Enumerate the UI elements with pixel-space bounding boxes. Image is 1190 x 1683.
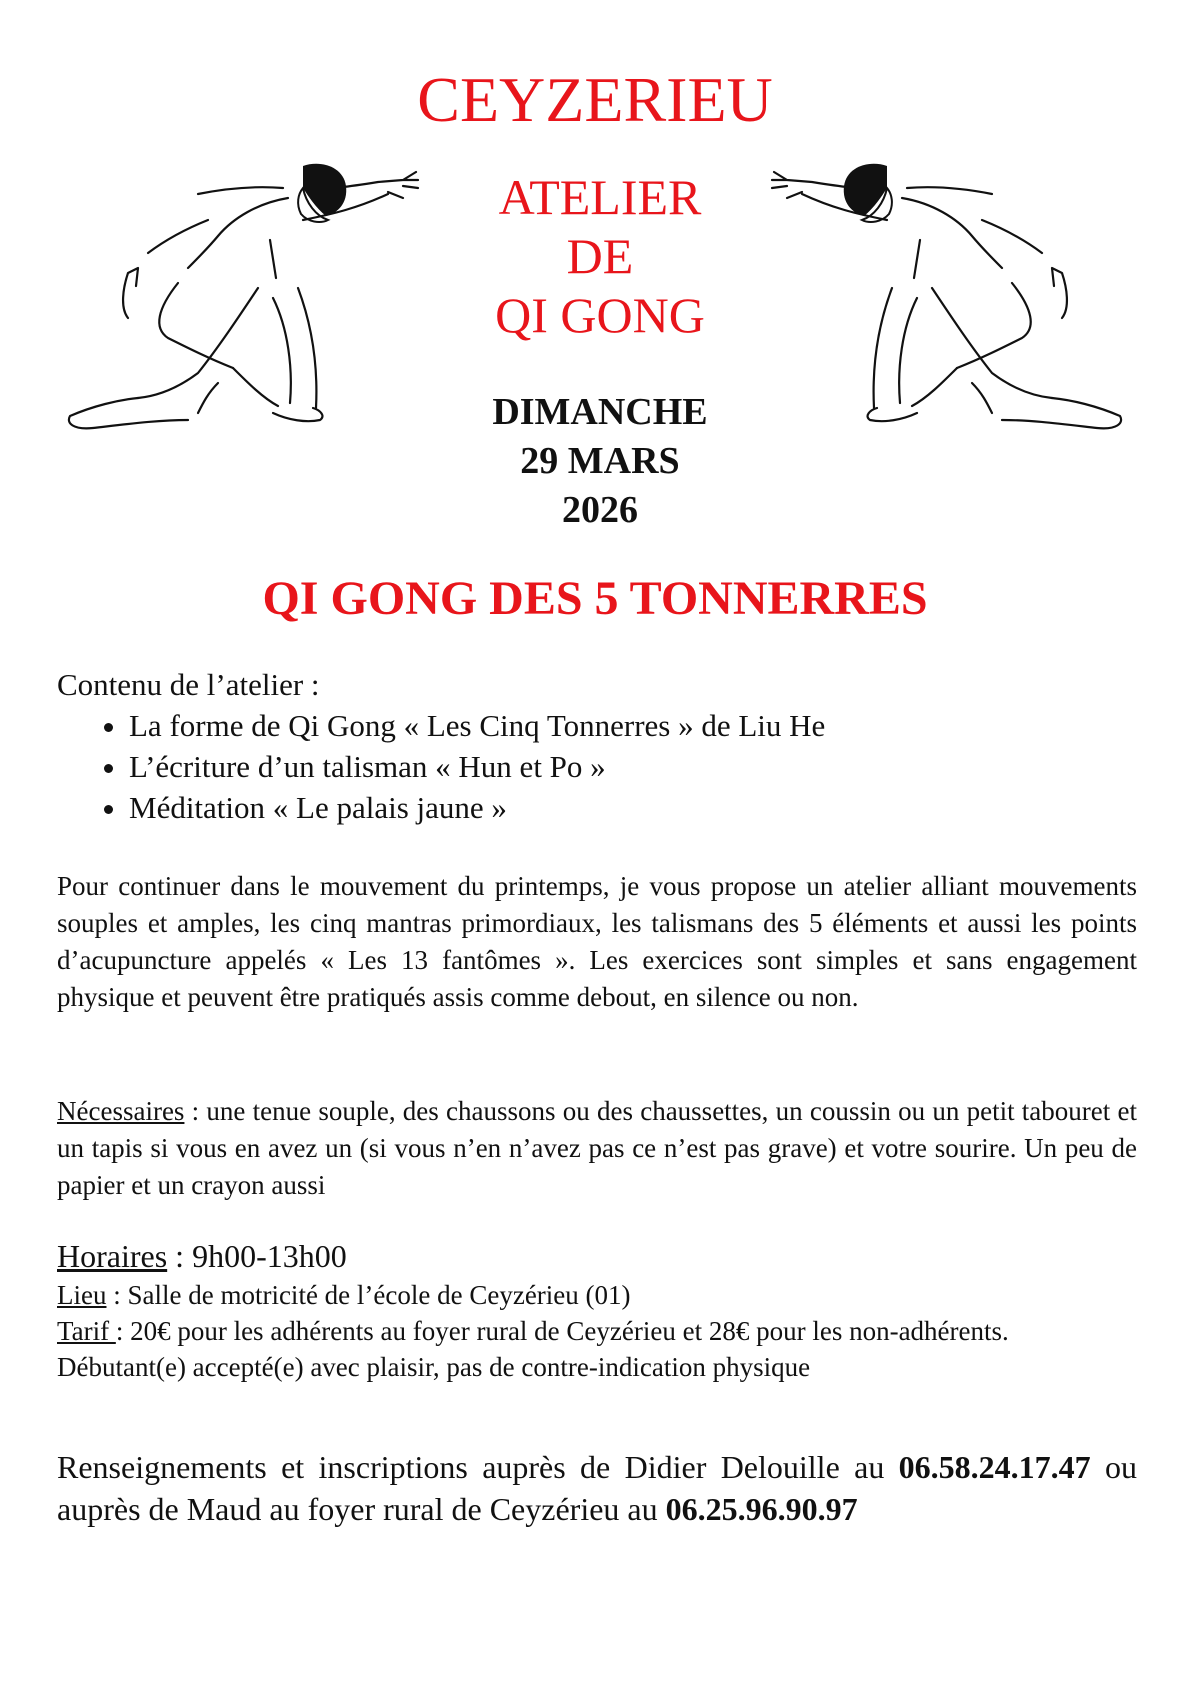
hours-label: Horaires (57, 1238, 168, 1274)
price-value: : 20€ pour les adhérents au foyer rural de Ceyzérieu et 28€ pour les non-adhérents. (115, 1316, 1009, 1346)
contents-heading: Contenu de l’atelier : (57, 667, 320, 702)
hours-line (57, 1235, 1137, 1277)
list-item: • La forme de Qi Gong « Les Cinq Tonnerres » de Liu He (129, 705, 1137, 746)
city-title: CEYZERIEU (417, 64, 773, 135)
phone-number-1: 06.58.24.17.47 (898, 1449, 1091, 1485)
needs-text: : une tenue souple, des chaussons ou des chaussettes, un coussin ou un petit tabouret et un tapis si vous en avez un (si vous n’en n’avez pas ce n’est pas grave) et votre sourire. Un peu de papier et un crayon aussi (57, 1096, 1137, 1200)
price-label: Tarif (57, 1316, 116, 1346)
hours-value: : 9h00-13h00 (167, 1238, 347, 1274)
needs-label: Nécessaires (57, 1096, 185, 1126)
date-line: 2026 (562, 489, 638, 531)
contact-text-1: Renseignements et inscriptions auprès de Didier Delouille au (57, 1449, 899, 1485)
place-line (57, 1277, 1137, 1313)
list-item: • L’écriture d’un talisman « Hun et Po » (129, 746, 1137, 787)
beginners-line: Débutant(e) accepté(e) avec plaisir, pas de contre-indication physique (57, 1352, 811, 1382)
place-value: : Salle de motricité de l’école de Ceyzérieu (01) (106, 1280, 631, 1310)
qi-gong-figure-right-illustration (702, 158, 1132, 468)
practical-info (57, 1235, 1137, 1385)
intro-paragraph: Pour continuer dans le mouvement du printemps, je vous propose un atelier alliant mouvements souples et amples, les cinq mantras primordiaux, les talismans des 5 éléments et aussi les points d’acupuncture appelés « Les 13 fantômes ». Les exercices sont simples et sans engagement physique et peuvent être pratiqués assis comme debout, en silence ou non. (57, 871, 1137, 1012)
price-line (57, 1313, 1137, 1349)
event-date (440, 388, 760, 535)
contents-section (57, 664, 1137, 828)
title-line: DE (566, 228, 634, 284)
needs-paragraph (57, 1093, 1137, 1204)
list-item: • Méditation « Le palais jaune » (129, 787, 1137, 828)
title-line: QI GONG (495, 287, 705, 343)
place-label: Lieu (57, 1280, 107, 1310)
contents-list (57, 705, 1137, 828)
contact-paragraph (57, 1446, 1137, 1530)
workshop-subtitle: QI GONG DES 5 TONNERRES (262, 572, 928, 625)
date-line: 29 MARS (520, 440, 680, 482)
qi-gong-figure-left-illustration (58, 158, 488, 468)
title-line: ATELIER (498, 169, 702, 225)
phone-number-2: 06.25.96.90.97 (665, 1491, 858, 1527)
date-line: DIMANCHE (492, 391, 708, 433)
workshop-title (440, 168, 760, 345)
contact-text-2: ou auprès de Maud au foyer rural de Ceyzérieu au (57, 1449, 1137, 1527)
